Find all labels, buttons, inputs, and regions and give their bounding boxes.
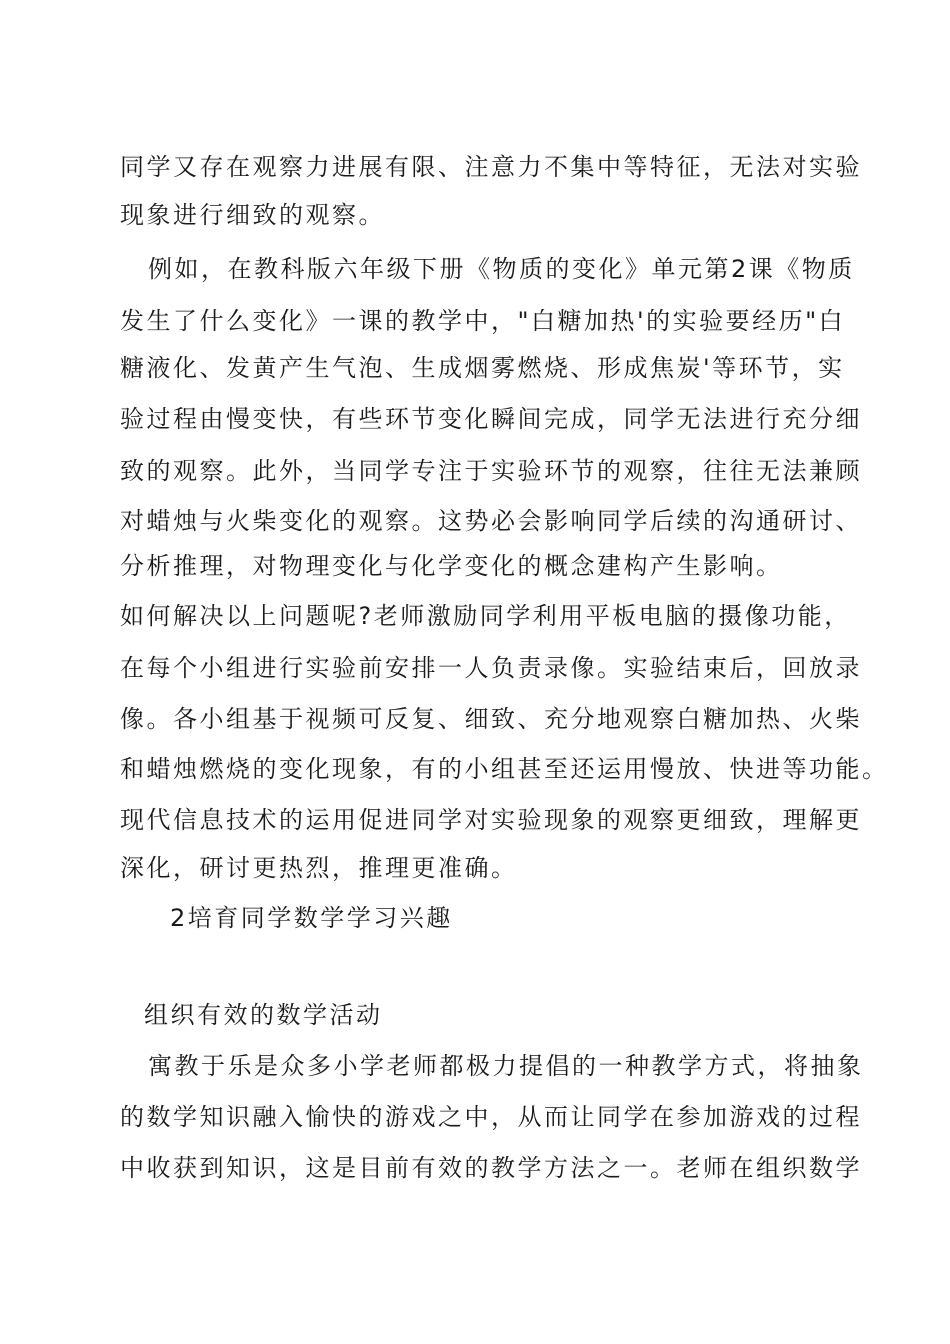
paragraph-line: 在每个小组进行实验前安排一人负责录像。实验结束后，回放录 xyxy=(120,654,862,682)
paragraph-line: 和蜡烛燃烧的变化现象，有的小组甚至还运用慢放、快进等功能。 xyxy=(120,755,889,783)
paragraph-line: 深化，研讨更热烈，推理更准确。 xyxy=(120,854,518,882)
paragraph-line: 发生了什么变化》一课的教学中，"白糖加热'的实验要经历"白 xyxy=(120,307,846,335)
paragraph-line: 中收获到知识，这是目前有效的教学方法之一。老师在组织数学 xyxy=(120,1154,862,1182)
paragraph-line: 致的观察。此外，当同学专注于实验环节的观察，往往无法兼顾 xyxy=(120,457,862,485)
paragraph-line: 对蜡烛与火柴变化的观察。这势必会影响同学后续的沟通研讨、 xyxy=(120,507,862,535)
paragraph-line: 分析推理，对物理变化与化学变化的概念建构产生影响。 xyxy=(120,552,783,580)
paragraph-line: 例如，在教科版六年级下册《物质的变化》单元第2课《物质 xyxy=(148,255,855,283)
subsection-heading: 组织有效的数学活动 xyxy=(144,1001,383,1029)
paragraph-line: 现象进行细致的观察。 xyxy=(120,201,385,229)
paragraph-line: 像。各小组基于视频可反复、细致、充分地观察白糖加热、火柴 xyxy=(120,705,862,733)
paragraph-line: 寓教于乐是众多小学老师都极力提倡的一种教学方式，将抽象 xyxy=(148,1052,864,1080)
paragraph-line: 如何解决以上问题呢?老师激励同学利用平板电脑的摄像功能， xyxy=(120,602,851,630)
paragraph-line: 糖液化、发黄产生气泡、生成烟雾燃烧、形成焦炭'等环节，实 xyxy=(120,354,845,382)
section-heading: 2培育同学数学学习兴趣 xyxy=(170,904,453,932)
paragraph-line: 同学又存在观察力进展有限、注意力不集中等特征，无法对实验 xyxy=(120,153,862,181)
paragraph-line: 验过程由慢变快，有些环节变化瞬间完成，同学无法进行充分细 xyxy=(120,405,862,433)
paragraph-line: 现代信息技术的运用促进同学对实验现象的观察更细致，理解更 xyxy=(120,806,862,834)
paragraph-line: 的数学知识融入愉快的游戏之中，从而让同学在参加游戏的过程 xyxy=(120,1103,862,1131)
